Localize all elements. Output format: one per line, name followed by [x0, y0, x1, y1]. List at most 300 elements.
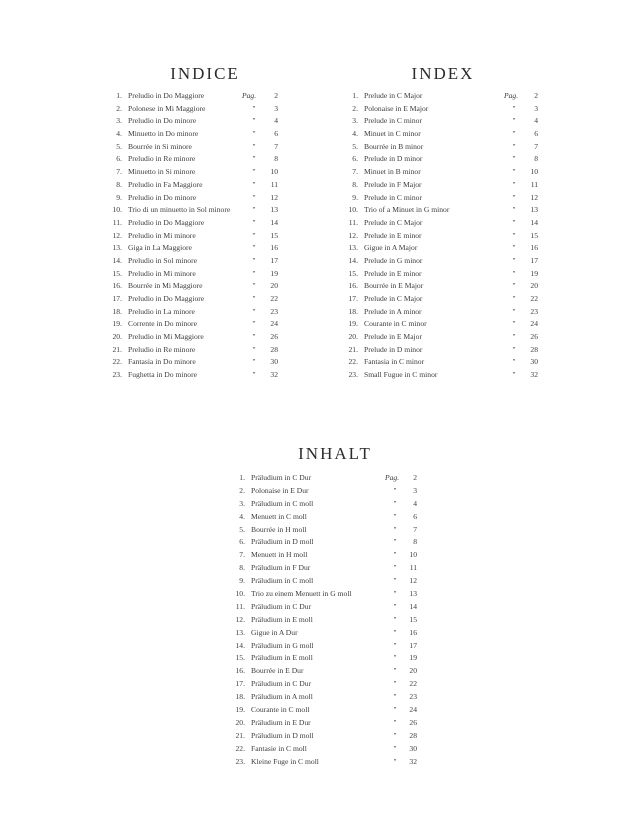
- entry-page-number: 7: [274, 141, 278, 151]
- toc-entry: [342, 128, 542, 141]
- toc-entry: [229, 627, 429, 640]
- entry-page-number: 2: [413, 473, 417, 482]
- entry-number: 8.: [239, 563, 245, 573]
- entry-title: Bourrée in E Dur: [251, 666, 304, 676]
- toc-entry: [229, 524, 429, 537]
- toc-entry: [106, 356, 306, 369]
- entry-page-number: 13: [530, 205, 538, 215]
- toc-entry: [229, 511, 429, 524]
- entry-title: Bourrée in Mi Maggiore: [128, 281, 203, 291]
- ditto-mark: ": [252, 167, 256, 177]
- entry-page-number: 24: [530, 319, 538, 329]
- toc-entry: [106, 369, 306, 382]
- toc-entry: [342, 115, 542, 128]
- ditto-mark: ": [393, 679, 397, 689]
- ditto-mark: ": [252, 306, 256, 316]
- entry-title: Minuet in B minor: [364, 167, 421, 177]
- entry-page-number: 28: [409, 730, 417, 740]
- entry-title: Trio zu einem Menuett in G moll: [251, 589, 352, 599]
- entry-number: 16.: [348, 281, 358, 291]
- entry-number: 9.: [352, 192, 358, 202]
- ditto-mark: ": [252, 217, 256, 227]
- ditto-mark: ": [512, 370, 516, 380]
- entry-number: 22.: [235, 743, 245, 753]
- toc-entry: [342, 369, 542, 382]
- entry-title: Preludio in Mi Maggiore: [128, 332, 204, 342]
- entry-title: Präludium in D moll: [251, 537, 314, 547]
- ditto-mark: ": [393, 692, 397, 702]
- toc-entry: [106, 153, 306, 166]
- entry-number: 7.: [239, 550, 245, 560]
- entry-number: 21.: [235, 730, 245, 740]
- entry-page-number: 4: [413, 498, 417, 508]
- ditto-mark: ": [512, 230, 516, 240]
- entry-number: 11.: [348, 217, 358, 227]
- toc-entry: [229, 549, 429, 562]
- entry-title: Preludio in Do minore: [128, 192, 197, 202]
- entry-title: Minuet in C minor: [364, 129, 421, 139]
- entry-number: 20.: [235, 717, 245, 727]
- entry-title: Kleine Fuge in C moll: [251, 756, 319, 766]
- toc-entry: [106, 103, 306, 116]
- ditto-mark: ": [393, 537, 397, 547]
- entry-title: Preludio in Do minore: [128, 116, 197, 126]
- entry-number: 15.: [112, 268, 122, 278]
- toc-entry: [229, 640, 429, 653]
- toc-entry: [229, 485, 429, 498]
- entry-number: 14.: [235, 640, 245, 650]
- entry-number: 10.: [112, 205, 122, 215]
- entry-title: Prelude in C minor: [364, 192, 423, 202]
- entry-title: Preludio in Re minore: [128, 154, 196, 164]
- ditto-mark: ": [512, 167, 516, 177]
- entry-number: 21.: [112, 344, 122, 354]
- entry-number: 10.: [348, 205, 358, 215]
- ditto-mark: ": [393, 601, 397, 611]
- ditto-mark: ": [252, 179, 256, 189]
- ditto-mark: ": [512, 192, 516, 202]
- ditto-mark: ": [393, 485, 397, 495]
- entry-title: Menuett in H moll: [251, 550, 308, 560]
- entry-title: Prelude in C Major: [364, 294, 423, 303]
- entry-title: Corrente in Do minore: [128, 319, 197, 329]
- entry-page-number: 10: [409, 550, 417, 560]
- entry-number: 4.: [239, 511, 245, 521]
- entry-title: Bourrée in H moll: [251, 524, 307, 534]
- ditto-mark: ": [512, 141, 516, 151]
- ditto-mark: ": [393, 640, 397, 650]
- ditto-mark: ": [512, 357, 516, 367]
- ditto-mark: ": [512, 268, 516, 278]
- entry-number: 13.: [348, 243, 358, 253]
- entry-page-number: 24: [270, 319, 278, 329]
- entry-title: Gigue in A Major: [364, 243, 418, 253]
- entry-number: 2.: [116, 103, 122, 113]
- toc-entry: [229, 652, 429, 665]
- entry-title: Minuetto in Si minore: [128, 167, 196, 177]
- ditto-mark: ": [393, 653, 397, 663]
- toc-entry: [106, 306, 306, 319]
- toc-entry: [106, 293, 306, 306]
- ditto-mark: ": [512, 306, 516, 316]
- ditto-mark: ": [393, 511, 397, 521]
- entry-title: Präludium in C Dur: [251, 601, 312, 611]
- entry-title: Trio di un minuetto in Sol minore: [128, 205, 231, 215]
- ditto-mark: ": [512, 116, 516, 126]
- entry-title: Polonaise in E Dur: [251, 485, 309, 495]
- toc-entry: [106, 166, 306, 179]
- entry-page-number: 15: [530, 230, 538, 240]
- ditto-mark: ": [393, 563, 397, 573]
- toc-entry: [229, 730, 429, 743]
- entry-page-number: 6: [274, 129, 278, 139]
- entry-title: Preludio in Mi minore: [128, 268, 196, 278]
- ditto-mark: ": [393, 589, 397, 599]
- entry-number: 1.: [352, 91, 358, 100]
- entry-page-number: 32: [409, 756, 417, 766]
- entry-number: 3.: [116, 116, 122, 126]
- entry-page-number: 8: [274, 154, 278, 164]
- entry-number: 23.: [348, 370, 358, 380]
- toc-entry: [106, 255, 306, 268]
- indice-heading: INDICE: [170, 64, 240, 83]
- entry-number: 11.: [235, 601, 245, 611]
- toc-entry: [106, 115, 306, 128]
- entry-number: 3.: [239, 498, 245, 508]
- index-heading: INDEX: [411, 64, 475, 83]
- entry-page-number: 8: [413, 537, 417, 547]
- ditto-mark: ": [393, 743, 397, 753]
- entry-title: Prelude in E minor: [364, 230, 422, 240]
- entry-number: 18.: [235, 692, 245, 702]
- entry-page-number: 14: [270, 217, 278, 227]
- entry-number: 20.: [112, 332, 122, 342]
- ditto-mark: ": [252, 255, 256, 265]
- entry-page-number: 30: [530, 357, 538, 367]
- toc-entry: [106, 268, 306, 281]
- ditto-mark: ": [393, 614, 397, 624]
- entry-title: Preludio in Do Maggiore: [128, 294, 205, 303]
- entry-title: Courante in C moll: [251, 705, 310, 715]
- entry-number: 9.: [239, 576, 245, 586]
- entry-number: 13.: [112, 243, 122, 253]
- entry-title: Fantasia in Do minore: [128, 357, 196, 367]
- toc-entry: [106, 331, 306, 344]
- entry-page-number: 20: [270, 281, 278, 291]
- entry-title: Präludium in E moll: [251, 653, 313, 663]
- entry-title: Prelude in C Major: [364, 91, 423, 100]
- entry-title: Präludium in C moll: [251, 498, 314, 508]
- entry-number: 20.: [348, 332, 358, 342]
- toc-entry: [229, 498, 429, 511]
- entry-number: 4.: [116, 129, 122, 139]
- entry-title: Präludium in A moll: [251, 692, 313, 702]
- entry-title: Gigue in A Dur: [251, 627, 298, 637]
- toc-entry: [342, 204, 542, 217]
- entry-number: 14.: [112, 255, 122, 265]
- toc-entry: [106, 179, 306, 192]
- entry-number: 18.: [348, 306, 358, 316]
- ditto-mark: ": [252, 281, 256, 291]
- entry-number: 12.: [112, 230, 122, 240]
- ditto-mark: ": [393, 756, 397, 766]
- entry-page-number: 19: [270, 268, 278, 278]
- entry-title: Prelude in C minor: [364, 116, 423, 126]
- ditto-mark: ": [512, 179, 516, 189]
- entry-title: Prelude in D minor: [364, 344, 423, 354]
- toc-entry: [106, 141, 306, 154]
- entry-page-number: 23: [409, 692, 417, 702]
- entry-number: 14.: [348, 255, 358, 265]
- entry-title: Bourrée in Si minore: [128, 141, 192, 151]
- ditto-mark: ": [393, 498, 397, 508]
- entry-page-number: 6: [534, 129, 538, 139]
- entry-page-number: 3: [413, 485, 417, 495]
- ditto-mark: ": [252, 243, 256, 253]
- toc-entry: [342, 344, 542, 357]
- entry-number: 8.: [116, 179, 122, 189]
- page-label: Pag.: [242, 91, 257, 100]
- toc-entry: [229, 536, 429, 549]
- entry-number: 2.: [239, 485, 245, 495]
- entry-page-number: 23: [270, 306, 278, 316]
- toc-entry: [229, 614, 429, 627]
- toc-entry: [229, 717, 429, 730]
- entry-title: Bourrée in B minor: [364, 141, 424, 151]
- entry-number: 3.: [352, 116, 358, 126]
- entry-number: 12.: [235, 614, 245, 624]
- toc-entry: [106, 217, 306, 230]
- ditto-mark: ": [393, 627, 397, 637]
- toc-entry: [342, 90, 542, 103]
- inhalt-heading: INHALT: [298, 444, 372, 463]
- entry-page-number: 16: [530, 243, 538, 253]
- ditto-mark: ": [252, 319, 256, 329]
- entry-page-number: 16: [409, 627, 417, 637]
- entry-title: Preludio in Re minore: [128, 344, 196, 354]
- toc-entry: [106, 90, 306, 103]
- toc-entry: [342, 141, 542, 154]
- entry-number: 17.: [348, 294, 358, 303]
- entry-title: Präludium in C Dur: [251, 679, 312, 689]
- toc-entry: [229, 704, 429, 717]
- entry-title: Polonaise in E Major: [364, 103, 429, 113]
- entry-page-number: 7: [534, 141, 538, 151]
- entry-title: Fantasie in C moll: [251, 743, 307, 753]
- entry-title: Preludio in La minore: [128, 306, 195, 316]
- entry-title: Small Fugue in C minor: [364, 370, 438, 380]
- entry-page-number: 17: [409, 640, 417, 650]
- entry-page-number: 2: [534, 91, 538, 100]
- entry-number: 5.: [352, 141, 358, 151]
- entry-page-number: 30: [270, 357, 278, 367]
- entry-number: 1.: [239, 473, 245, 482]
- entry-page-number: 26: [530, 332, 538, 342]
- entry-number: 16.: [235, 666, 245, 676]
- ditto-mark: ": [512, 332, 516, 342]
- entry-title: Fantasia in C minor: [364, 357, 425, 367]
- entry-number: 6.: [352, 154, 358, 164]
- ditto-mark: ": [252, 154, 256, 164]
- ditto-mark: ": [252, 344, 256, 354]
- ditto-mark: ": [512, 103, 516, 113]
- ditto-mark: ": [393, 705, 397, 715]
- entry-title: Prelude in E minor: [364, 268, 422, 278]
- entry-page-number: 6: [413, 511, 417, 521]
- entry-page-number: 23: [530, 306, 538, 316]
- toc-entry: [342, 356, 542, 369]
- entry-title: Preludio in Do Maggiore: [128, 217, 205, 227]
- toc-entry: [342, 318, 542, 331]
- entry-page-number: 22: [270, 294, 278, 303]
- ditto-mark: ": [252, 230, 256, 240]
- entry-title: Prelude in F Major: [364, 179, 422, 189]
- ditto-mark: ": [252, 192, 256, 202]
- entry-title: Prelude in D minor: [364, 154, 423, 164]
- entry-page-number: 10: [270, 167, 278, 177]
- entry-number: 23.: [112, 370, 122, 380]
- entry-number: 9.: [116, 192, 122, 202]
- entry-title: Präludium in G moll: [251, 640, 314, 650]
- entry-page-number: 11: [270, 179, 278, 189]
- ditto-mark: ": [512, 255, 516, 265]
- toc-entry: [106, 128, 306, 141]
- entry-page-number: 15: [270, 230, 278, 240]
- entry-page-number: 26: [409, 717, 417, 727]
- ditto-mark: ": [512, 294, 516, 303]
- entry-number: 4.: [352, 129, 358, 139]
- toc-entry: [229, 575, 429, 588]
- entry-page-number: 14: [530, 217, 538, 227]
- entry-page-number: 13: [409, 589, 417, 599]
- entry-title: Prelude in A minor: [364, 306, 422, 316]
- entry-number: 21.: [348, 344, 358, 354]
- entry-title: Präludium in D moll: [251, 730, 314, 740]
- entry-title: Menuett in C moll: [251, 511, 307, 521]
- entry-page-number: 3: [274, 103, 278, 113]
- ditto-mark: ": [252, 332, 256, 342]
- ditto-mark: ": [252, 129, 256, 139]
- entry-page-number: 14: [409, 601, 417, 611]
- ditto-mark: ": [512, 217, 516, 227]
- entry-title: Fughetta in Do minore: [128, 370, 197, 380]
- toc-entry: [229, 743, 429, 756]
- entry-number: 19.: [235, 705, 245, 715]
- entry-title: Preludio in Sol minore: [128, 255, 197, 265]
- index-list: [342, 90, 542, 382]
- entry-number: 11.: [112, 217, 122, 227]
- entry-page-number: 28: [270, 344, 278, 354]
- toc-entry: [106, 318, 306, 331]
- entry-page-number: 19: [409, 653, 417, 663]
- indice-list: [106, 90, 306, 382]
- entry-number: 19.: [348, 319, 358, 329]
- entry-title: Preludio in Mi minore: [128, 230, 196, 240]
- entry-title: Präludium in E Dur: [251, 717, 311, 727]
- entry-title: Giga in La Maggiore: [128, 243, 192, 253]
- toc-entry: [229, 472, 429, 485]
- inhalt-list: [229, 472, 429, 768]
- toc-entry: [106, 280, 306, 293]
- entry-page-number: 12: [409, 576, 417, 586]
- entry-number: 23.: [235, 756, 245, 766]
- ditto-mark: ": [252, 370, 256, 380]
- entry-title: Courante in C minor: [364, 319, 427, 329]
- toc-entry: [106, 204, 306, 217]
- entry-page-number: 4: [274, 116, 278, 126]
- ditto-mark: ": [512, 281, 516, 291]
- entry-page-number: 7: [413, 524, 417, 534]
- entry-page-number: 20: [530, 281, 538, 291]
- entry-number: 16.: [112, 281, 122, 291]
- entry-title: Preludio in Fa Maggiore: [128, 179, 203, 189]
- entry-number: 2.: [352, 103, 358, 113]
- entry-page-number: 4: [534, 116, 538, 126]
- entry-page-number: 17: [270, 255, 278, 265]
- entry-page-number: 17: [530, 255, 538, 265]
- ditto-mark: ": [252, 294, 256, 303]
- page-label: Pag.: [385, 473, 400, 482]
- toc-entry: [342, 293, 542, 306]
- entry-number: 19.: [112, 319, 122, 329]
- toc-entry: [229, 588, 429, 601]
- ditto-mark: ": [393, 717, 397, 727]
- toc-entry: [342, 166, 542, 179]
- entry-number: 12.: [348, 230, 358, 240]
- entry-title: Prelude in G minor: [364, 255, 423, 265]
- entry-number: 15.: [348, 268, 358, 278]
- entry-page-number: 11: [409, 563, 417, 573]
- entry-number: 7.: [116, 167, 122, 177]
- entry-page-number: 11: [530, 179, 538, 189]
- entry-number: 8.: [352, 179, 358, 189]
- toc-entry: [106, 242, 306, 255]
- ditto-mark: ": [512, 129, 516, 139]
- ditto-mark: ": [252, 205, 256, 215]
- toc-entry: [342, 217, 542, 230]
- entry-number: 5.: [239, 524, 245, 534]
- entry-page-number: 19: [530, 268, 538, 278]
- toc-entry: [229, 678, 429, 691]
- entry-page-number: 28: [530, 344, 538, 354]
- toc-entry: [229, 691, 429, 704]
- entry-number: 7.: [352, 167, 358, 177]
- toc-entry: [106, 192, 306, 205]
- toc-entry: [229, 601, 429, 614]
- toc-entry: [342, 230, 542, 243]
- toc-entry: [106, 344, 306, 357]
- entry-title: Minuetto in Do minore: [128, 129, 199, 139]
- ditto-mark: ": [393, 550, 397, 560]
- toc-entry: [342, 268, 542, 281]
- entry-title: Prelude in C Major: [364, 217, 423, 227]
- toc-entry: [342, 153, 542, 166]
- entry-number: 17.: [235, 679, 245, 689]
- ditto-mark: ": [252, 141, 256, 151]
- entry-number: 18.: [112, 306, 122, 316]
- page-label: Pag.: [504, 91, 519, 100]
- entry-number: 10.: [235, 589, 245, 599]
- ditto-mark: ": [252, 116, 256, 126]
- entry-page-number: 12: [530, 192, 538, 202]
- ditto-mark: ": [252, 357, 256, 367]
- entry-number: 15.: [235, 653, 245, 663]
- ditto-mark: ": [252, 103, 256, 113]
- toc-entry: [342, 306, 542, 319]
- entry-title: Trio of a Minuet in G minor: [364, 205, 450, 215]
- entry-page-number: 15: [409, 614, 417, 624]
- entry-number: 13.: [235, 627, 245, 637]
